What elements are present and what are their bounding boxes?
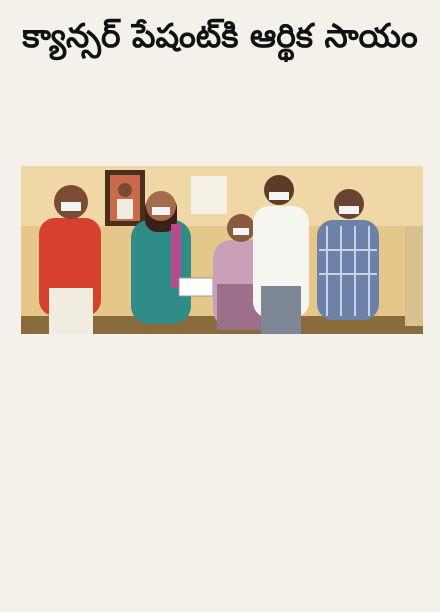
wall-switchboard: [191, 176, 227, 214]
cheque: [179, 278, 213, 296]
article-intro-paragraph: [22, 66, 426, 166]
article-body-paragraph: [22, 334, 426, 608]
cheque-handover-illustration: [21, 166, 423, 334]
article-headline: క్యాన్సర్ పేషంట్‌కి ఆర్థిక సాయం: [22, 16, 418, 55]
article-photo: [21, 166, 423, 334]
